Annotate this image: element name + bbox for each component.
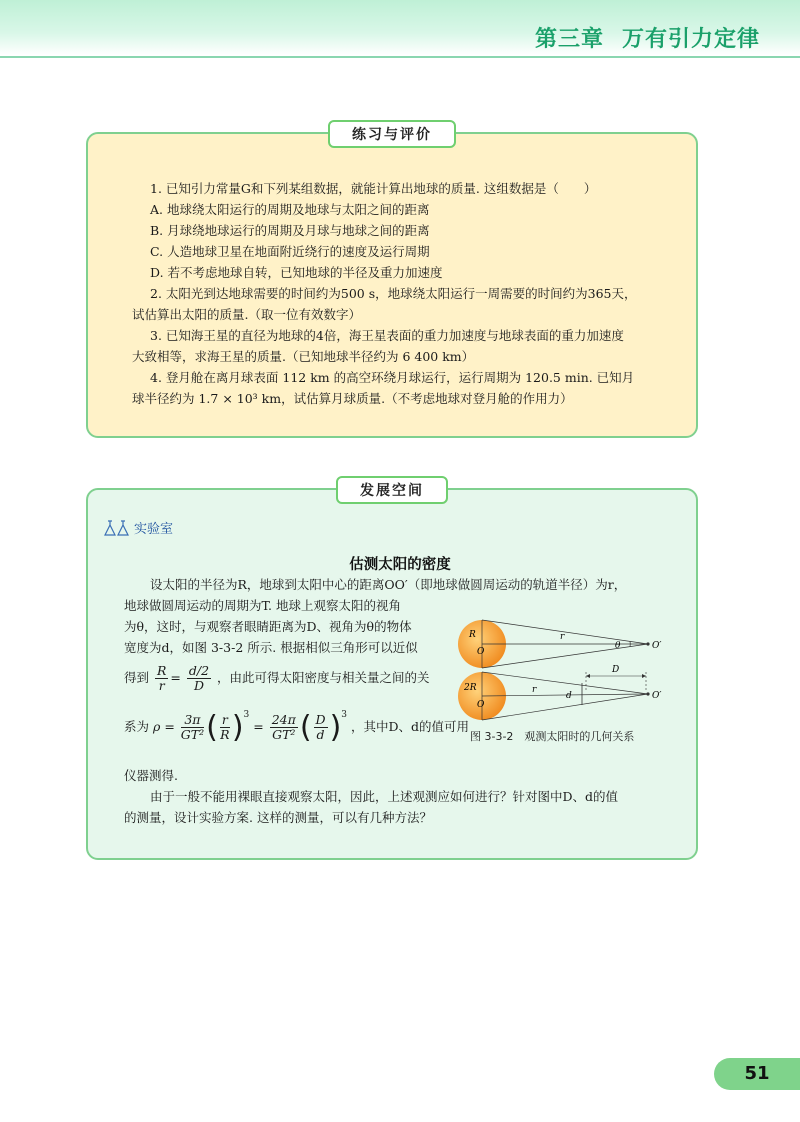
question-1-option-d: D. 若不考虑地球自转，已知地球的半径及重力加速度: [150, 265, 443, 280]
paragraph-1-line-5: 得到 $\frac{R}{r}$ = $\frac{d/2}{D}$ ，由此可得太阳密度与相关量之间的关: [124, 663, 430, 693]
label-theta: θ: [615, 641, 621, 651]
question-1: 1. 已知引力常量G和下列某组数据，就能计算出地球的质量. 这组数据是（ ）: [150, 181, 597, 196]
question-3-line-1: 3. 已知海王星的直径为地球的4倍，海王星表面的重力加速度与地球表面的重力加速度: [150, 328, 624, 343]
label-o-top: O: [477, 647, 485, 657]
ratio-r-over-r: $\frac{R}{r}$: [157, 663, 167, 693]
exercise-panel-title: 练习与评价: [328, 120, 456, 148]
formula-suffix: ，其中D、d的值可用: [351, 719, 470, 734]
question-1-option-c: C. 人造地球卫星在地面附近绕行的速度及运行周期: [150, 244, 430, 259]
line-5-suffix: ，由此可得太阳密度与相关量之间的关: [217, 670, 430, 685]
ratio-d-over-d: $\frac{d/2}{D}$: [188, 663, 210, 693]
figure-caption: 图 3-3-2 观测太阳时的几何关系: [470, 730, 635, 743]
lab-heading: [104, 518, 173, 537]
chapter-name: 万有引力定律: [621, 27, 760, 52]
label-2r: 2R: [464, 683, 477, 693]
label-o-prime-top: O′: [652, 641, 662, 651]
sun-observation-diagram: [452, 612, 680, 724]
header-divider: [0, 56, 800, 58]
label-o-bottom: O: [477, 700, 485, 710]
label-o-prime-bottom: O′: [652, 691, 662, 701]
development-panel-title: 发展空间: [336, 476, 448, 504]
paragraph-1-line-1: 设太阳的半径为R，地球到太阳中心的距离OO′（即地球做圆周运动的轨道半径）为r，: [150, 577, 627, 592]
paragraph-1-line-4: 宽度为d，如图 3-3-2 所示. 根据相似三角形可以近似: [124, 640, 418, 655]
flask-icon: [104, 520, 132, 536]
label-r-distance-bottom: r: [532, 685, 537, 695]
question-2-line-2: 试估算出太阳的质量.（取一位有效数字）: [132, 307, 361, 322]
formula-prefix: 系为: [124, 719, 150, 734]
question-1-option-a: A. 地球绕太阳运行的周期及地球与太阳之间的距离: [150, 202, 430, 217]
density-formula: 系为 ρ = $\frac{3\pi}{\text{GT²}}$ ( $\frac{r}{R}$ )$^3$ = $\frac{24\pi}{\text{GT²}}$ ( $\frac{D}{d}$ )$^3$ ，其中D、d的值可用: [124, 710, 470, 745]
question-3-line-2: 大致相等，求海王星的质量.（已知地球半径约为 6 400 km）: [132, 349, 475, 364]
page-number: 51: [714, 1058, 800, 1090]
question-4-line-1: 4. 登月舱在离月球表面 112 km 的高空环绕月球运行，运行周期为 120.5 min. 已知月: [150, 370, 635, 385]
paragraph-2-line-1: 由于一般不能用裸眼直接观察太阳，因此，上述观测应如何进行？针对图中D、d的值: [150, 789, 619, 804]
question-4-line-2: 球半径约为 1.7 × 10³ km，试估算月球质量.（不考虑地球对登月舱的作用力）: [132, 391, 573, 406]
question-2-line-1: 2. 太阳光到达地球需要的时间约为500 s，地球绕太阳运行一周需要的时间约为365天，: [150, 286, 637, 301]
question-1-option-b: B. 月球绕地球运行的周期及月球与地球之间的距离: [150, 223, 430, 238]
chapter-title: [535, 22, 760, 53]
paragraph-1-line-3: 为θ，这时，与观察者眼睛距离为D、视角为θ的物体: [124, 619, 412, 634]
chapter-number: 第三章: [534, 27, 604, 52]
line-5-prefix: 得到: [124, 670, 150, 685]
paragraph-2-line-2: 的测量，设计实验方案. 这样的测量，可以有几种方法？: [124, 810, 432, 825]
label-r-radius: R: [469, 630, 476, 640]
label-small-d: d: [566, 691, 572, 701]
section-title: 估测太阳的密度: [349, 557, 451, 573]
label-r-distance: r: [560, 632, 565, 642]
label-big-d: D: [612, 665, 620, 675]
lab-label: 实验室: [134, 522, 174, 537]
paragraph-1-line-2: 地球做圆周运动的周期为T. 地球上观察太阳的视角: [124, 598, 401, 613]
paragraph-1-line-7: 仪器测得.: [124, 768, 178, 783]
